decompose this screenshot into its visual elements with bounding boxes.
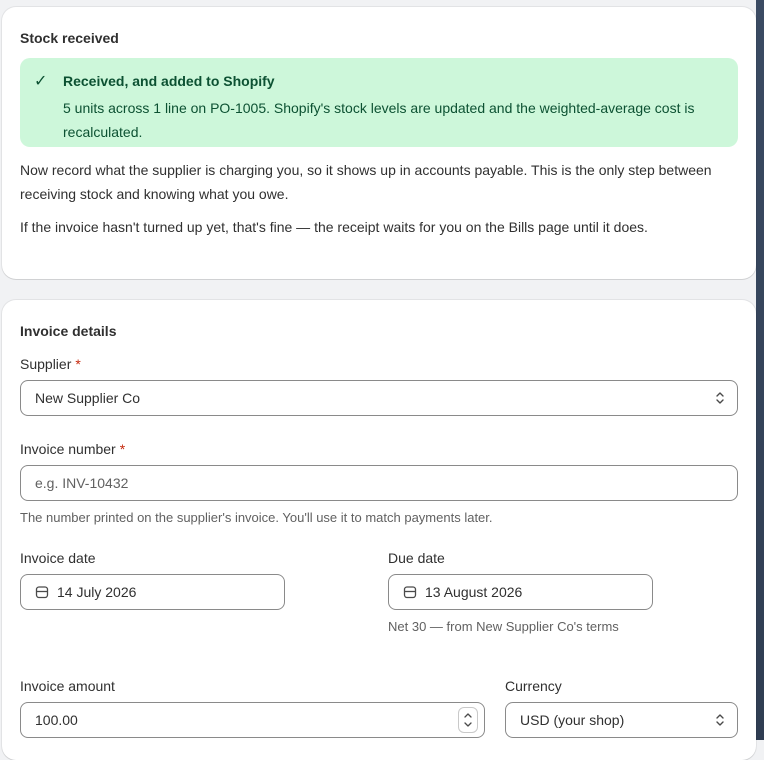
supplier-select[interactable] — [20, 380, 738, 416]
intro-paragraph: Now record what the supplier is charging you, so it shows up in accounts payable. This is the only step between receiving stock and knowing what you owe. — [20, 162, 712, 202]
invoice-number-help: The number printed on the supplier's invoice. You'll use it to match payments later. — [20, 510, 493, 525]
chevron-up-down-icon — [715, 390, 725, 406]
calendar-icon — [403, 585, 417, 599]
stock-received-heading: Stock received — [20, 30, 119, 46]
invoice-amount-label: Invoice amount — [20, 678, 115, 694]
calendar-icon — [35, 585, 49, 599]
invoice-number-label: Invoice number * — [20, 441, 126, 457]
supplier-label: Supplier * — [20, 356, 81, 372]
invoice-date-label: Invoice date — [20, 550, 96, 566]
invoice-number-placeholder: e.g. INV-10432 — [35, 475, 129, 491]
due-date-help: Net 30 — from New Supplier Co's terms — [388, 619, 619, 634]
currency-select[interactable] — [505, 702, 738, 738]
success-banner — [20, 58, 738, 147]
currency-value: USD (your shop) — [520, 712, 625, 728]
currency-label: Currency — [505, 678, 562, 694]
invoice-amount-input[interactable] — [20, 702, 485, 738]
stock-received-card — [2, 7, 756, 279]
due-date-label: Due date — [388, 550, 445, 566]
invoice-date-value: 14 July 2026 — [57, 584, 137, 600]
supplier-value: New Supplier Co — [35, 390, 141, 406]
invoice-date-picker[interactable] — [20, 574, 285, 610]
invoice-number-input[interactable] — [20, 465, 738, 501]
chevron-up-down-icon — [715, 712, 725, 728]
required-mark: * — [75, 356, 81, 372]
window-edge — [756, 0, 764, 740]
invoice-details-card — [2, 300, 756, 760]
invoice-details-heading: Invoice details — [20, 323, 117, 339]
due-date-value: 13 August 2026 — [425, 584, 523, 600]
required-mark: * — [119, 441, 126, 457]
invoice-amount-value: 100.00 — [35, 712, 78, 728]
checkmark-icon: ✓ — [34, 73, 48, 90]
stepper-icon[interactable] — [458, 707, 478, 733]
banner-text: 5 units across 1 line on PO-1005. Shopify's stock levels are updated and the weighted-average cost is recalculated. — [63, 100, 695, 140]
banner-title: Received, and added to Shopify — [63, 73, 275, 89]
bills-paragraph: If the invoice hasn't turned up yet, that's fine — the receipt waits for you on the Bills page until it does. — [20, 219, 648, 235]
due-date-picker[interactable] — [388, 574, 653, 610]
